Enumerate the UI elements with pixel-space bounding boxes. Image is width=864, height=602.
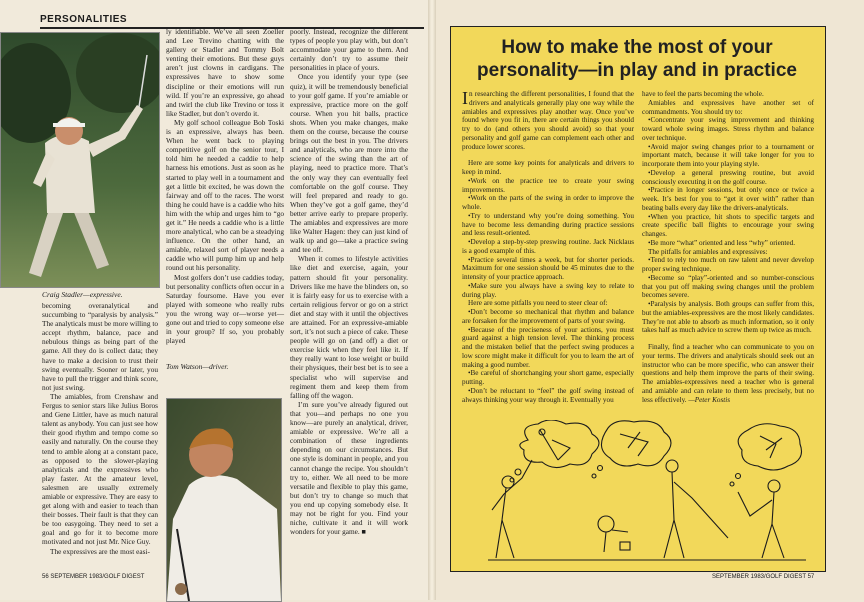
paragraph: Once you identify your type (see quiz), it will be tremendously beneficial to your golf game. If you’re amiable or expressive, practice more on the golf course. When you hit balls, practice shots. When you make changes, make them on the course, because the course brings out the best in you. The drivers and analyticals, who are more into the science of the swing than the art of playing, need to practice more. That’s the only way they can eventually feel comfortable on the golf course. They will feel prepared and ready to go. When they’ve got a golf game, they’d better arrive early to prepare properly. The amiables and expressives are more like Walter Hagen: they can just kind of walk up and go—take a practice swing and tee off.	[290, 72, 408, 255]
paragraph: The expressives are the most easi-	[50, 546, 150, 556]
sidebar-list-item: •Because of the preciseness of your actions, you must guard against a high tension level. The thinking process and the mistaken belief that the perfect swing produces a low score might make it difficult for you to learn the art of making a good number.	[462, 325, 634, 369]
sidebar-list-item: •Be careful of shortchanging your short game, especially putting.	[462, 369, 634, 386]
paragraph: I’m sure you’ve already figured out that you—and perhaps no one you know—are purely an analytical, driver, amiable or expressive. We’re all a combination of these ingredients depending on our circumstances. But one style is dominant in people, and you cannot change the recipe. You shouldn’t try to, either. We all need to be more versatile and flexible to play this game, but don’t try to change so much that you end up copying somebody else. It may not be right for you. Find your niche, cultivate it and it will work wonders for your game. ■	[290, 399, 408, 537]
sidebar-lead: Here are some pitfalls you need to steer clear of:	[468, 299, 608, 308]
watson-caption: Tom Watson—driver.	[166, 362, 229, 371]
sidebar-list-item: •Concentrate your swing improvement and thinking toward whole swing images. Stress rhythm and balance over technique.	[642, 116, 814, 142]
sidebar-intro-text: n researching the different personalities, I found that the drivers and analyticals generally play one way while the amiables and expressives play another way. Once you’ve found where you fit in, there are certain things you should try to do (and others you should avoid) so that your personality and golf game can complement each other and produce lower scores.	[462, 90, 634, 151]
sidebar-list-item: •Be more “what” oriented and less “why” oriented.	[648, 238, 796, 247]
paragraph: My golf school colleague Bob Toski is an expressive, always has been. When he went back to playing competitive golf on the senior tour, I told him he needed a caddie to help harness his emotions. Just as soon as he started to play well in a tournament and get a little bit excited, he was down the fairway and off to the races. The worst thing he could have is a caddie who hits him with the whip and urges him to “go get it.” He needs a caddie who is a little more analytical, who can be a steadying influence. On the other hand, an amiable, relaxed sort of player needs a caddie who will pump him up and help round out his personality.	[166, 117, 284, 273]
paragraph: poorly. Instead, recognize the different types of people you play with, but don’t accommodate your game to them. And certainly don’t try to assume their personalities in place of yours.	[290, 27, 408, 73]
sidebar-list-item: •Work on the practice tee to create your swing improvements.	[462, 176, 634, 194]
sidebar-list-item: have to feel the parts becoming the whole.	[642, 90, 764, 98]
sidebar-list-item: •Practice several times a week, but for shorter periods. Maximum for one session should be 45 minutes due to the intensity of your practice approach.	[462, 255, 634, 281]
sidebar-list-item: •Paralysis by analysis. Both groups can suffer from this, but the amiables-expressives are the most likely candidates. They’re not able to absorb as much information, so it only takes half as much advice to screw them up twice as much.	[642, 300, 814, 335]
sidebar-closing-text: Finally, find a teacher who can communicate to you on your terms. The drivers and analyticals should seek out an instructor who can be more specific, who can answer their questions and help them improve the parts of their swing. The amiables-expressives need a teacher who is general and amiable and can relate to them less precisely, but no less effectively.	[642, 343, 814, 404]
stadler-caption: Craig Stadler—expressive.	[42, 290, 123, 299]
paragraph: The amiables, from Crenshaw and Fergus to senior stars like Julius Boros and Gene Littler, have as much natural talent as anybody. You can just see how their good rhythm and tempo come so easily and naturally. On the course they tend to amble along at a constant pace, as opposed to the slower-playing analyticals and the expressives who play faster. At the amateur level, salesmen are usually extremely amiable or expressive. They are easy to get along with and easier to teach than their bosses. Their fault is that they can be too easygoing. They need to set a goal and go for it to become more motivated and not just Mr. Nice Guy.	[42, 391, 158, 547]
sidebar-list-item: •Try to understand why you’re doing something. You have to become less demanding during practice sessions and less result-oriented.	[462, 211, 634, 238]
sidebar-list-item: •Practice in longer sessions, but only once or twice a week. It’s best for you to “get it over with” rather than beating balls every day like the drivers-analyticals.	[642, 186, 814, 212]
sidebar-lead: Here are some key points for analyticals and drivers to keep in mind.	[462, 159, 634, 176]
paragraph: Most golfers don’t use caddies today, but personality conflicts often occur in a Saturday foursome. Have you ever played with someone who really rubs you the wrong way or—worse yet—gone out and tried to copy someone else in your group? If so, you probably played	[166, 272, 284, 346]
sidebar-list-item: •Tend to rely too much on raw talent and never develop proper swing technique.	[642, 256, 814, 273]
sidebar-column-1	[462, 90, 634, 404]
drop-cap: I	[462, 88, 468, 108]
watson-photo	[166, 398, 282, 602]
author-signature: —Peter Kostis	[688, 395, 731, 404]
stadler-illustration	[1, 33, 159, 287]
sidebar-list-item: •When you practice, hit shots to specific targets and create specific ball flights to encourage your swing changes.	[642, 212, 814, 238]
left-column-1	[42, 301, 158, 556]
sidebar-list-item: •Become so “play”-oriented and so number-conscious that you put off making swing changes until the problem becomes severe.	[642, 273, 814, 300]
stadler-photo	[0, 32, 160, 288]
left-column-2	[166, 27, 284, 345]
sidebar-list-item: •Develop a general preswing routine, but avoid consciously executing it on the golf course.	[642, 168, 814, 186]
cartoon-illustration	[488, 420, 806, 562]
sidebar-closing	[642, 343, 814, 404]
sidebar-list-item: Amiables and expressives have another set of commandments. You should try to:	[642, 98, 814, 116]
sidebar-list-item: •Work on the parts of the swing in order to improve the whole.	[462, 194, 634, 211]
sidebar-column-2	[642, 90, 814, 404]
sidebar-list-item: •Make sure you always have a swing key to relate to during play.	[462, 281, 634, 299]
sidebar-title: How to make the most of your personality—in play and in practice	[477, 37, 797, 81]
sidebar-list-item: •Avoid major swing changes prior to a tournament or important match, because it will take longer for you to incorporate them into your playing style.	[642, 142, 814, 168]
left-folio: 56 SEPTEMBER 1983/GOLF DIGEST	[42, 574, 145, 580]
section-label: PERSONALITIES	[40, 14, 424, 29]
sidebar-list-item: •Don’t become so mechanical that rhythm and balance are forsaken for the improvement of parts of your swing.	[462, 308, 634, 325]
left-column-3	[290, 27, 408, 536]
watson-illustration	[167, 399, 281, 601]
sidebar-list-item: •Develop a step-by-step preswing routine. Jack Nicklaus is a good example of this.	[462, 238, 634, 255]
right-folio: SEPTEMBER 1983/GOLF DIGEST 57	[712, 574, 815, 580]
sidebar-list-item: The pitfalls for amiables and expressives:	[648, 247, 768, 256]
paragraph: ly identifiable. We’ve all seen Zoeller and Lee Trevino chatting with the gallery or Stadler and Tommy Bolt venting their emotions. But these guys aren’t just clowns in cardigans. The expressives have to show some discipline or their emotions will run wild. If you’re an expressive, go ahead and twirl the club like Trevino or toss it like Stadler, but don’t overdo it.	[166, 27, 284, 118]
paragraph: When it comes to lifestyle activities like diet and exercise, again, your pattern should fit your personality. Drivers like me have the blinders on, so it is fairly easy for us to exercise with a certain religious fervor or go on a strict diet and stay with it until the objectives are attained. For an expressive-amiable sort, it’s not such a piece of cake. These people will go on (and off) a diet or exercise kick when they feel like it. If they really want to lose weight or build their physiques, their best bet is to see a specialist who will supervise and regiment them and keep them from falling off the wagon.	[290, 254, 408, 400]
page-gutter	[428, 0, 436, 600]
sidebar-list-item: •Don’t be reluctant to “feel” the golf swing instead of always thinking your way through it. Eventually you	[462, 386, 634, 404]
sidebar-intro	[462, 90, 634, 151]
paragraph: becoming overanalytical and succumbing to “paralysis by analysis.” The analyticals must be more willing to accept rhythm, balance, pace and nebulous things as being part of the game. All they do is collect data; they have to make a decision to trust their swing eventually. Sooner or later, you have to pull the trigger and think score, not just swing.	[42, 301, 158, 392]
